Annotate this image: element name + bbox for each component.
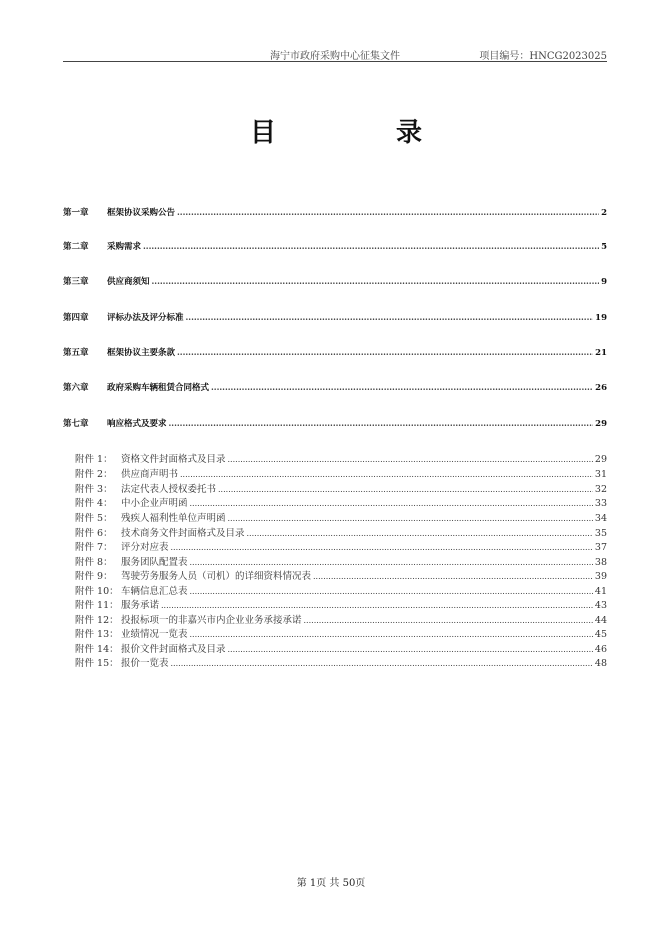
attachment-title: 服务团队配置表 bbox=[121, 557, 188, 568]
chapter-page: 9 bbox=[601, 277, 607, 287]
dot-leader bbox=[190, 587, 593, 596]
dot-leader bbox=[211, 382, 593, 392]
page-header bbox=[63, 44, 607, 62]
attachment-title: 技术商务文件封面格式及目录 bbox=[121, 528, 245, 539]
toc-attachment-13[interactable] bbox=[75, 626, 607, 640]
toc-attachment-9[interactable] bbox=[75, 568, 607, 582]
chapter-page: 2 bbox=[601, 208, 607, 218]
dot-leader bbox=[228, 514, 593, 523]
attachment-number: 附件 8： bbox=[75, 557, 113, 568]
chapter-number: 第四章 bbox=[63, 313, 89, 323]
attachment-title: 业绩情况一览表 bbox=[121, 629, 188, 640]
attachment-title: 车辆信息汇总表 bbox=[121, 586, 188, 597]
attachment-number: 附件 6： bbox=[75, 528, 113, 539]
attachment-number: 附件 5： bbox=[75, 513, 113, 524]
chapter-title: 框架协议主要条款 bbox=[107, 348, 176, 358]
attachment-page: 38 bbox=[594, 557, 607, 568]
attachment-number: 附件 12： bbox=[75, 615, 119, 626]
chapter-page: 19 bbox=[595, 313, 607, 323]
dot-leader bbox=[171, 659, 593, 668]
attachment-page: 34 bbox=[594, 513, 607, 524]
toc-chapter-1[interactable] bbox=[63, 206, 607, 218]
chapter-number: 第一章 bbox=[63, 208, 89, 218]
toc-attachment-6[interactable] bbox=[75, 525, 607, 539]
dot-leader bbox=[186, 312, 594, 322]
chapter-title: 供应商须知 bbox=[107, 277, 150, 287]
attachment-number: 附件 2： bbox=[75, 469, 113, 480]
dot-leader bbox=[161, 601, 593, 610]
attachment-number: 附件 4： bbox=[75, 498, 113, 509]
chapter-title: 政府采购车辆租赁合同格式 bbox=[107, 383, 210, 393]
attachment-number: 附件 3： bbox=[75, 484, 113, 495]
attachment-page: 39 bbox=[594, 571, 607, 582]
toc-attachment-3[interactable] bbox=[75, 481, 607, 495]
toc-title bbox=[0, 112, 662, 148]
attachment-page: 43 bbox=[594, 600, 607, 611]
attachment-number: 附件 14： bbox=[75, 644, 119, 655]
dot-leader bbox=[313, 572, 593, 581]
toc-attachment-15[interactable] bbox=[75, 655, 607, 669]
chapter-number: 第七章 bbox=[63, 419, 89, 429]
dot-leader bbox=[228, 455, 593, 464]
attachment-title: 中小企业声明函 bbox=[121, 498, 188, 509]
attachment-page: 33 bbox=[594, 498, 607, 509]
chapter-number: 第三章 bbox=[63, 277, 89, 287]
attachment-title: 资格文件封面格式及目录 bbox=[121, 454, 226, 465]
attachment-title: 残疾人福利性单位声明函 bbox=[121, 513, 226, 524]
dot-leader bbox=[304, 616, 593, 625]
attachment-page: 41 bbox=[594, 586, 607, 597]
toc-attachment-5[interactable] bbox=[75, 510, 607, 524]
chapter-number: 第六章 bbox=[63, 383, 89, 393]
dot-leader bbox=[190, 558, 593, 567]
toc-title-char-1: 目 bbox=[250, 118, 277, 148]
attachment-number: 附件 15： bbox=[75, 658, 119, 669]
dot-leader bbox=[177, 347, 593, 357]
chapter-title: 响应格式及要求 bbox=[107, 419, 167, 429]
attachment-title: 投报标项一的非嘉兴市内企业业务承接承诺 bbox=[121, 615, 302, 626]
dot-leader bbox=[247, 529, 593, 538]
toc-attachment-14[interactable] bbox=[75, 641, 607, 655]
toc-attachment-8[interactable] bbox=[75, 554, 607, 568]
chapter-page: 26 bbox=[595, 383, 607, 393]
chapter-page: 5 bbox=[601, 242, 607, 252]
attachment-page: 46 bbox=[594, 644, 607, 655]
dot-leader bbox=[180, 470, 593, 479]
dot-leader bbox=[190, 499, 593, 508]
chapter-title: 评标办法及评分标准 bbox=[107, 313, 184, 323]
toc-attachment-2[interactable] bbox=[75, 466, 607, 480]
attachment-number: 附件 10： bbox=[75, 586, 119, 597]
project-number: 项目编号：HNCG2023025 bbox=[479, 51, 607, 62]
toc-title-char-2: 录 bbox=[396, 118, 423, 148]
header-title: 海宁市政府采购中心征集文件 bbox=[270, 51, 400, 62]
attachment-page: 37 bbox=[594, 542, 607, 553]
chapter-title: 框架协议采购公告 bbox=[107, 208, 176, 218]
attachment-page: 35 bbox=[594, 528, 607, 539]
dot-leader bbox=[190, 630, 593, 639]
toc-attachment-11[interactable] bbox=[75, 597, 607, 611]
toc-attachment-12[interactable] bbox=[75, 612, 607, 626]
page-footer: 第 1页 共 50页 bbox=[296, 878, 366, 889]
chapter-page: 21 bbox=[595, 348, 607, 358]
attachment-title: 供应商声明书 bbox=[121, 469, 179, 480]
attachment-page: 44 bbox=[594, 615, 607, 626]
attachment-title: 报价一览表 bbox=[121, 658, 169, 669]
toc-attachment-4[interactable] bbox=[75, 495, 607, 509]
chapter-number: 第五章 bbox=[63, 348, 89, 358]
dot-leader bbox=[169, 418, 594, 428]
dot-leader bbox=[177, 207, 599, 217]
chapter-page: 29 bbox=[595, 419, 607, 429]
attachment-page: 29 bbox=[594, 454, 607, 465]
attachment-page: 31 bbox=[594, 469, 607, 480]
chapter-title: 采购需求 bbox=[107, 242, 142, 252]
toc-chapter-2[interactable] bbox=[63, 240, 607, 252]
chapter-number: 第二章 bbox=[63, 242, 89, 252]
dot-leader bbox=[152, 276, 600, 286]
attachment-title: 评分对应表 bbox=[121, 542, 169, 553]
attachment-number: 附件 11： bbox=[75, 600, 119, 611]
attachment-page: 45 bbox=[594, 629, 607, 640]
toc-chapter-4[interactable] bbox=[63, 311, 607, 323]
attachment-title: 法定代表人授权委托书 bbox=[121, 484, 217, 495]
toc-chapter-5[interactable] bbox=[63, 346, 607, 358]
dot-leader bbox=[171, 543, 593, 552]
attachment-page: 48 bbox=[594, 658, 607, 669]
attachment-number: 附件 13： bbox=[75, 629, 119, 640]
dot-leader bbox=[218, 485, 593, 494]
dot-leader bbox=[143, 241, 599, 251]
toc-chapter-7[interactable] bbox=[63, 417, 607, 429]
toc-chapter-6[interactable] bbox=[63, 381, 607, 393]
attachment-title: 服务承诺 bbox=[121, 600, 160, 611]
toc-attachment-1[interactable] bbox=[75, 451, 607, 465]
attachment-title: 驾驶劳务服务人员（司机）的详细资料情况表 bbox=[121, 571, 312, 582]
attachment-number: 附件 9： bbox=[75, 571, 113, 582]
toc-attachment-10[interactable] bbox=[75, 583, 607, 597]
toc-chapter-3[interactable] bbox=[63, 275, 607, 287]
toc-attachment-7[interactable] bbox=[75, 539, 607, 553]
attachment-page: 32 bbox=[594, 484, 607, 495]
attachment-number: 附件 7： bbox=[75, 542, 113, 553]
attachment-number: 附件 1： bbox=[75, 454, 113, 465]
dot-leader bbox=[228, 645, 593, 654]
attachment-title: 报价文件封面格式及目录 bbox=[121, 644, 226, 655]
